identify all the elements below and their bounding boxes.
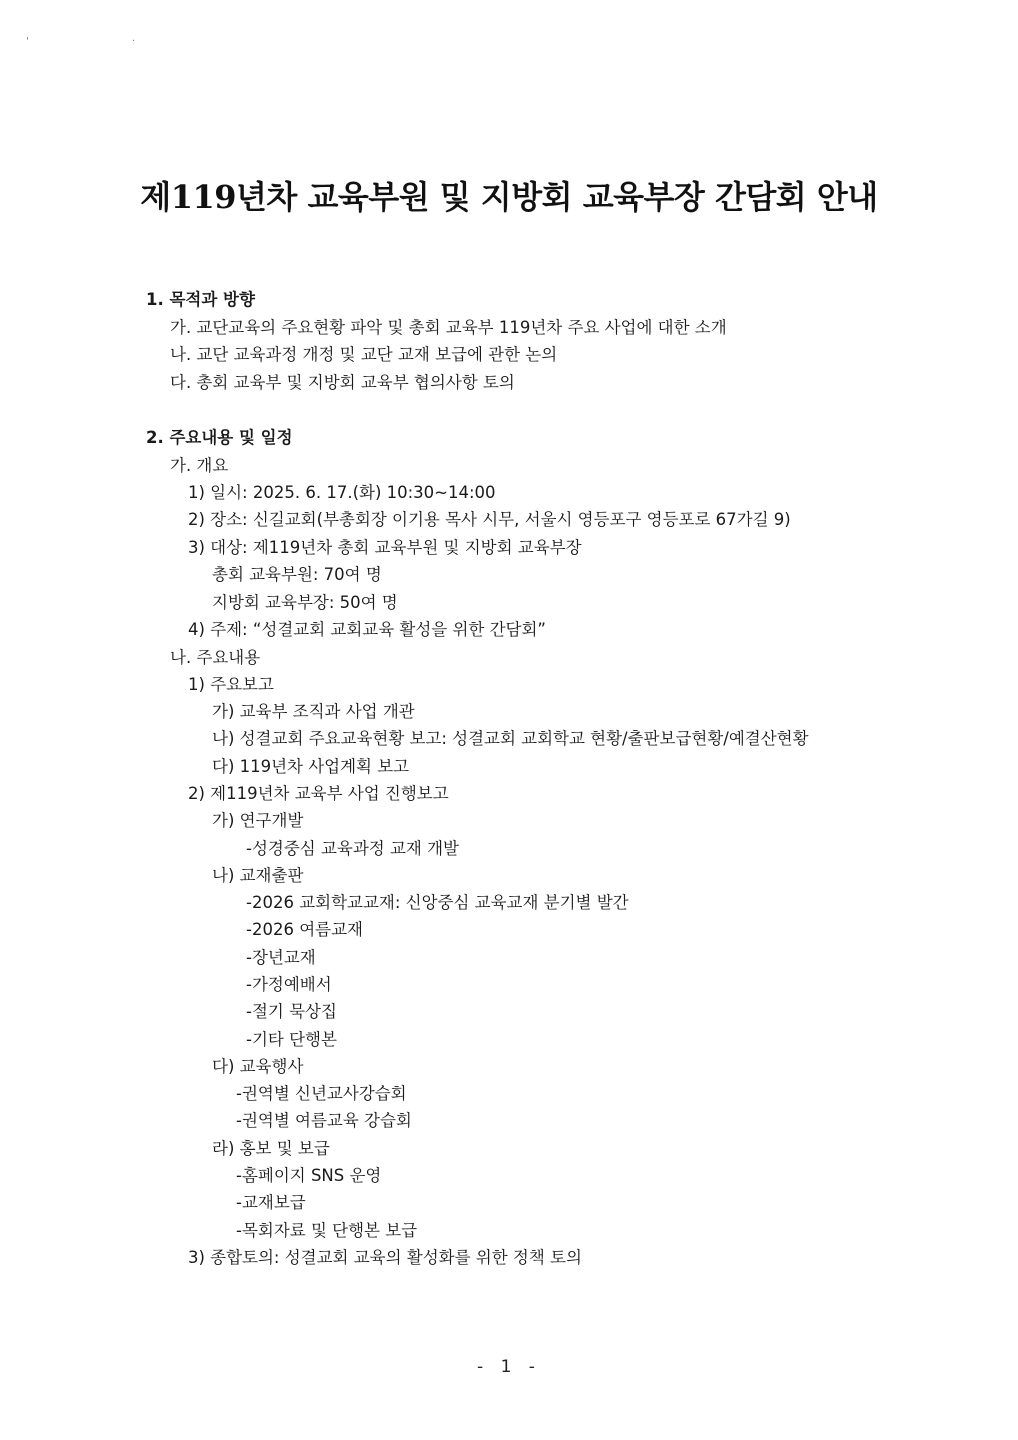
publish-heading: 나) 교재출판 xyxy=(212,866,304,885)
section-2-heading: 2. 주요내용 및 일정 xyxy=(146,428,293,447)
overview-heading: 가. 개요 xyxy=(170,456,229,475)
overview-target-detail: 총회 교육부원: 70여 명 xyxy=(212,565,382,584)
progress-heading: 2) 제119년차 교육부 사업 진행보고 xyxy=(188,784,449,803)
publish-item: -장년교재 xyxy=(246,948,316,967)
page-title: 제119년차 교육부원 및 지방회 교육부장 간담회 안내 xyxy=(140,178,878,216)
overview-target-detail: 지방회 교육부장: 50여 명 xyxy=(212,593,398,612)
overview-date: 1) 일시: 2025. 6. 17.(화) 10:30~14:00 xyxy=(188,483,496,502)
report-item: 나) 성결교회 주요교육현황 보고: 성결교회 교회학교 현황/출판보급현황/예결산현황 xyxy=(212,729,809,748)
page-number: - 1 - xyxy=(477,1357,541,1377)
publish-item: -2026 교회학교교재: 신앙중심 교육교재 분기별 발간 xyxy=(246,893,629,912)
event-heading: 다) 교육행사 xyxy=(212,1057,304,1076)
discussion-item: 3) 종합토의: 성결교회 교육의 활성화를 위한 정책 토의 xyxy=(188,1248,582,1267)
promo-item: -홈페이지 SNS 운영 xyxy=(236,1166,382,1185)
promo-item: -목회자료 및 단행본 보급 xyxy=(236,1221,418,1240)
overview-theme: 4) 주제: “성결교회 교회교육 활성을 위한 간담회” xyxy=(188,620,546,639)
section-1-item: 가. 교단교육의 주요현황 파악 및 총회 교육부 119년차 주요 사업에 대한 소개 xyxy=(170,318,727,337)
report-item: 가) 교육부 조직과 사업 개관 xyxy=(212,702,415,721)
event-item: -권역별 신년교사강습회 xyxy=(236,1084,407,1103)
content-heading: 나. 주요내용 xyxy=(170,648,261,667)
research-item: -성경중심 교육과정 교재 개발 xyxy=(246,839,459,858)
scan-marks: ' · xyxy=(26,36,186,47)
overview-target: 3) 대상: 제119년차 총회 교육부원 및 지방회 교육부장 xyxy=(188,538,582,557)
publish-item: -가정예배서 xyxy=(246,975,332,994)
report-heading: 1) 주요보고 xyxy=(188,675,274,694)
promo-heading: 라) 홍보 및 보급 xyxy=(212,1139,330,1158)
publish-item: -기타 단행본 xyxy=(246,1030,337,1049)
publish-item: -2026 여름교재 xyxy=(246,920,363,939)
promo-item: -교재보급 xyxy=(236,1193,306,1212)
section-1-item: 나. 교단 교육과정 개정 및 교단 교재 보급에 관한 논의 xyxy=(170,345,558,364)
section-1-heading: 1. 목적과 방향 xyxy=(146,290,255,309)
research-heading: 가) 연구개발 xyxy=(212,811,304,830)
publish-item: -절기 묵상집 xyxy=(246,1002,337,1021)
report-item: 다) 119년차 사업계획 보고 xyxy=(212,757,410,776)
event-item: -권역별 여름교육 강습회 xyxy=(236,1111,412,1130)
section-1-item: 다. 총회 교육부 및 지방회 교육부 협의사항 토의 xyxy=(170,373,515,392)
overview-place: 2) 장소: 신길교회(부총회장 이기용 목사 시무, 서울시 영등포구 영등포로 67가길 9) xyxy=(188,510,791,529)
